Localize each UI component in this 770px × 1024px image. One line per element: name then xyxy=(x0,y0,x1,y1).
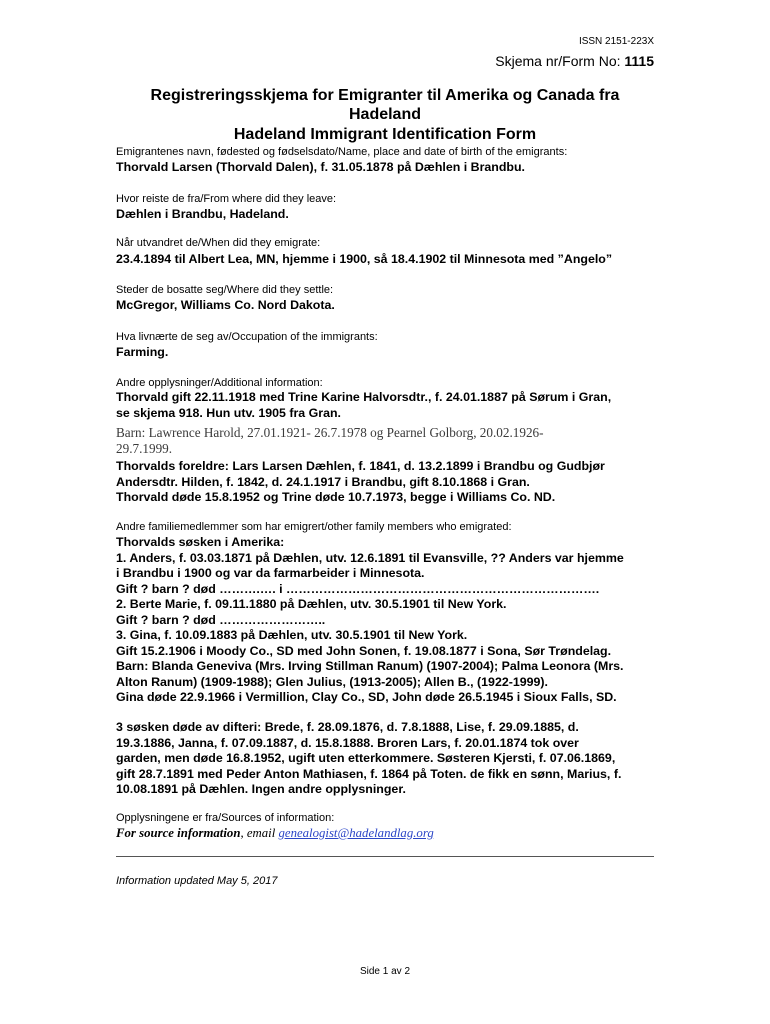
text-line: Thorvalds foreldre: Lars Larsen Dæhlen, f. 1841, d. 13.2.1899 i Brandbu og Gudbjør xyxy=(116,459,605,473)
genealogist-email-link[interactable]: genealogist@hadelandlag.org xyxy=(278,826,434,840)
text-line: Barn: Lawrence Harold, 27.01.1921- 26.7.1978 og Pearnel Golborg, 20.02.1926- xyxy=(116,425,544,440)
occupation-value: Farming. xyxy=(116,345,169,359)
text-line: Andersdtr. Hilden, f. 1842, d. 24.1.1917 i Brandbu, gift 8.10.1868 i Gran. xyxy=(116,474,530,489)
text-line: Thorvald døde 15.8.1952 og Trine døde 10.7.1973, begge i Williams Co. ND. xyxy=(116,490,556,504)
settle-value: McGregor, Williams Co. Nord Dakota. xyxy=(116,298,335,312)
text-line: 3. Gina, f. 10.09.1883 på Dæhlen, utv. 30.5.1901 til New York. xyxy=(116,628,468,642)
text-line: Gift 15.2.1906 i Moody Co., SD med John Sonen, f. 19.08.1877 i Sona, Sør Trøndelag. xyxy=(116,643,612,658)
additional-info-label: Andre opplysninger/Additional information: xyxy=(116,377,323,389)
additional-info-marriage xyxy=(116,390,656,421)
additional-info-parents xyxy=(116,459,656,506)
text-line: i Brandbu i 1900 og var da farmarbeider i Minnesota. xyxy=(116,566,425,580)
sources-mid-text: , email xyxy=(240,826,279,840)
sources-value xyxy=(116,826,434,841)
sources-label: Opplysningene er fra/Sources of information: xyxy=(116,812,335,824)
text-line: Thorvalds søsken i Amerika: xyxy=(116,535,285,549)
text-line: 2. Berte Marie, f. 09.11.1880 på Dæhlen, utv. 30.5.1901 til New York. xyxy=(116,597,507,611)
family-label: Andre familiemedlemmer som har emigrert/other family members who emigrated: xyxy=(116,521,512,533)
from-value: Dæhlen i Brandbu, Hadeland. xyxy=(116,207,289,221)
text-line: 10.08.1891 på Dæhlen. Ingen andre opplysninger. xyxy=(116,782,406,796)
family-members xyxy=(116,535,656,706)
form-number: 1115 xyxy=(624,53,654,69)
text-line: Gift ? barn ? død …………………….. xyxy=(116,612,326,627)
text-line: 3 søsken døde av difteri: Brede, f. 28.09.1876, d. 7.8.1888, Lise, f. 29.09.1885, d. xyxy=(116,720,579,734)
text-line: Gift ? barn ? død ……….…. i …………………………………………………………………. xyxy=(116,581,600,596)
divider xyxy=(116,856,654,857)
text-line: 1. Anders, f. 03.03.1871 på Dæhlen, utv. 12.6.1891 til Evansville, ?? Anders var hjemme xyxy=(116,550,624,565)
additional-info-children xyxy=(116,425,656,456)
issn-number: ISSN 2151-223X xyxy=(578,36,654,47)
text-line: Alton Ranum) (1909-1988); Glen Julius, (1913-2005); Allen B., (1922-1999). xyxy=(116,674,548,689)
text-line: gift 28.7.1891 med Peder Anton Mathiasen, f. 1864 på Toten. de fikk en sønn, Marius, f. xyxy=(116,766,622,781)
text-line: Barn: Blanda Geneviva (Mrs. Irving Stillman Ranum) (1907-2004); Palma Leonora (Mrs. xyxy=(116,659,624,673)
occupation-label: Hva livnærte de seg av/Occupation of the immigrants: xyxy=(116,331,378,343)
title-norwegian xyxy=(116,86,654,124)
form-number-label: Skjema nr/Form No: xyxy=(495,53,625,69)
text-line: Gina døde 22.9.1966 i Vermillion, Clay Co., SD, John døde 26.5.1945 i Sioux Falls, SD. xyxy=(116,690,617,704)
text-line: se skjema 918. Hun utv. 1905 fra Gran. xyxy=(116,405,341,420)
from-label: Hvor reiste de fra/From where did they leave: xyxy=(116,193,337,205)
text-line: 29.7.1999. xyxy=(116,440,173,456)
name-label: Emigrantenes navn, fødested og fødselsdato/Name, place and date of birth of the emigrants: xyxy=(116,146,568,158)
text-line: garden, men døde 16.8.1952, ugift uten etterkommere. Søsteren Kjersti, f. 07.06.1869, xyxy=(116,751,616,765)
siblings-note xyxy=(116,720,656,798)
title-line-1: Registreringsskjema for Emigranter til Amerika og Canada fra xyxy=(150,87,620,104)
when-label: Når utvandret de/When did they emigrate: xyxy=(116,237,321,249)
sources-bold-text: For source information xyxy=(116,826,241,840)
page-number: Side 1 av 2 xyxy=(359,966,411,977)
when-value: 23.4.1894 til Albert Lea, MN, hjemme i 1900, så 18.4.1902 til Minnesota med ”Angelo” xyxy=(116,252,613,266)
form-number-line xyxy=(495,53,654,69)
name-value: Thorvald Larsen (Thorvald Dalen), f. 31.05.1878 på Dæhlen i Brandbu. xyxy=(116,160,525,174)
text-line: 19.3.1886, Janna, f. 07.09.1887, d. 15.8.1888. Broren Lars, f. 20.01.1874 tok over xyxy=(116,735,579,750)
settle-label: Steder de bosatte seg/Where did they settle: xyxy=(116,284,334,296)
updated-date: Information updated May 5, 2017 xyxy=(116,875,278,887)
text-line: Thorvald gift 22.11.1918 med Trine Karine Halvorsdtr., f. 24.01.1887 på Sørum i Gran, xyxy=(116,390,612,404)
title-line-2: Hadeland xyxy=(348,106,421,123)
title-english: Hadeland Immigrant Identification Form xyxy=(233,126,537,143)
